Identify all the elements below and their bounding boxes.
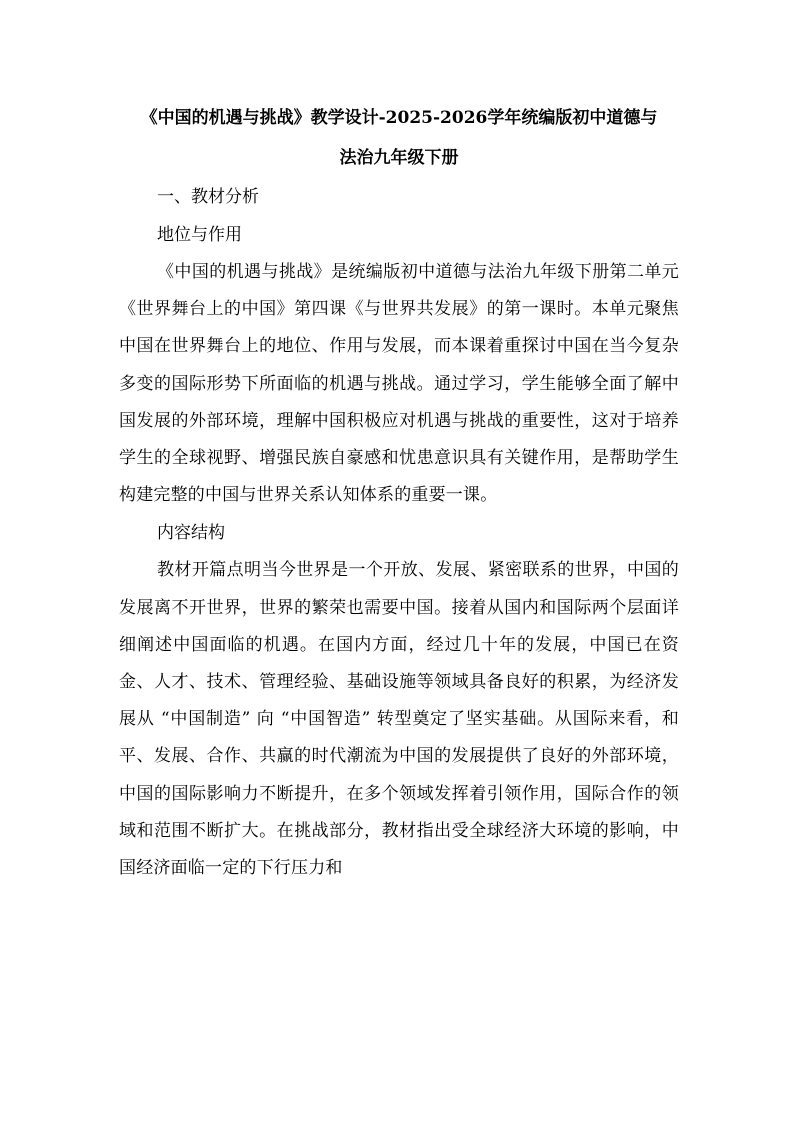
paragraph-position-and-role: 《中国的机遇与挑战》是统编版初中道德与法治九年级下册第二单元《世界舞台上的中国》第四课《与世界共发展》的第一课时。本单元聚焦中国在世界舞台上的地位、作用与发展，而本课着重探讨中国在当今复杂多变的国际形势下所面临的机遇与挑战。通过学习，学生能够全面了解中国发展的外部环境，理解中国积极应对机遇与挑战的重要性，这对于培养学生的全球视野、增强民族自豪感和忧患意识具有关键作用，是帮助学生构建完整的中国与世界关系认知体系的重要一课。 (119, 262, 679, 506)
section-heading-material-analysis: 一、教材分析 (157, 187, 259, 207)
document-page (119, 98, 679, 887)
subheading-content-structure: 内容结构 (157, 523, 225, 544)
subheading-position-and-role: 地位与作用 (157, 225, 242, 245)
title-line-2: 法治九年级下册 (339, 148, 459, 168)
paragraph-content-structure: 教材开篇点明当今世界是一个开放、发展、紧密联系的世界，中国的发展离不开世界，世界的繁荣也需要中国。接着从国内和国际两个层面详细阐述中国面临的机遇。在国内方面，经过几十年的发展，中国已在资金、人才、技术、管理经验、基础设施等领域具备良好的积累，为经济发展从 “中国制造” 向 “中国智造” 转型奠定了坚实基础。从国际来看，和平、发展、合作、共赢的时代潮流为中国的发展提供了良好的外部环境，中国的国际影响力不断提升，在多个领域发挥着引领作用，国际合作的领域和范围不断扩大。在挑战部分，教材指出受全球经济大环境的影响，中国经济面临一定的下行压力和 (119, 560, 679, 879)
title-line-1: 《中国的机遇与挑战》教学设计-2025-2026学年统编版初中道德与 (140, 108, 658, 128)
document-title (119, 98, 679, 178)
